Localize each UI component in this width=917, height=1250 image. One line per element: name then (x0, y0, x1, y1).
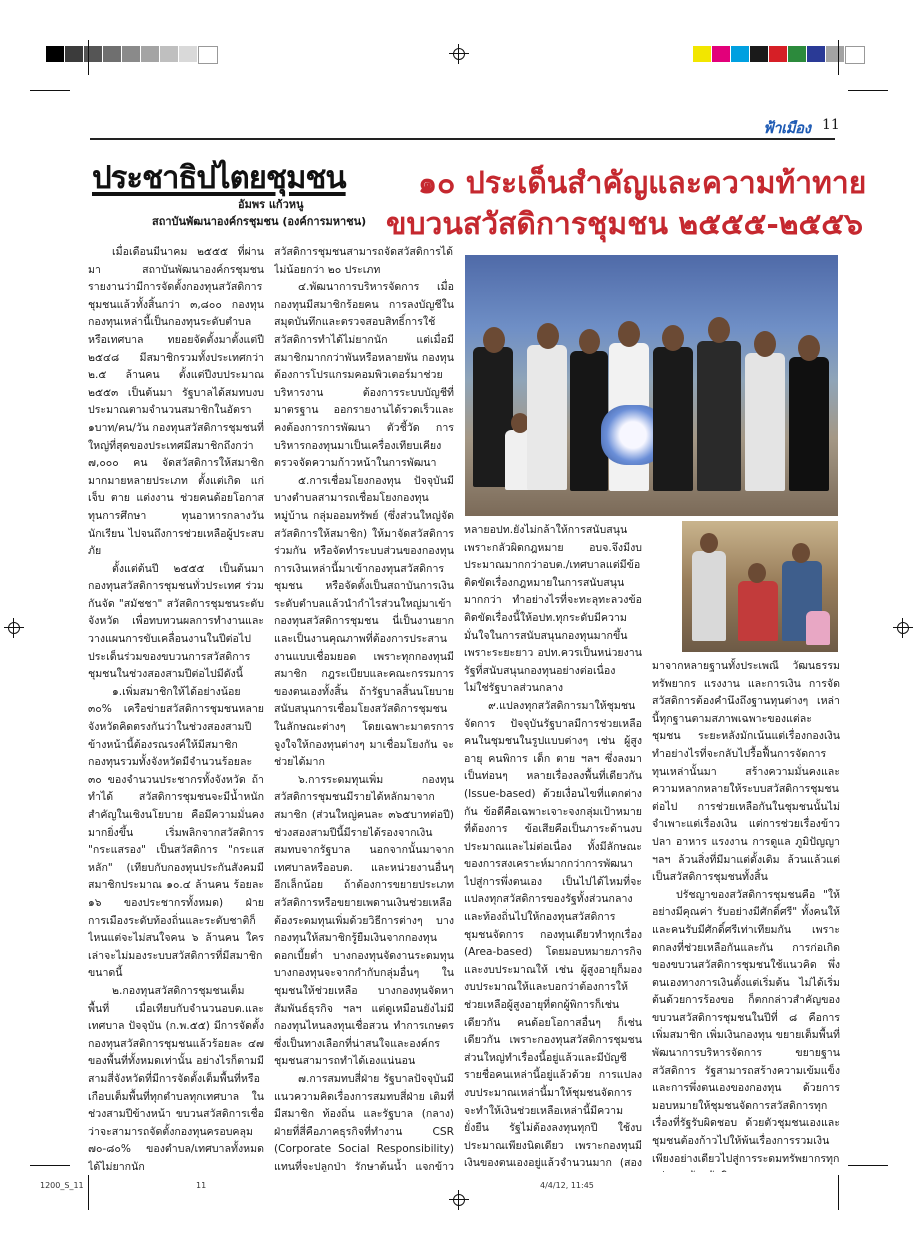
footer-timestamp: 4/4/12, 11:45 (540, 1181, 594, 1190)
registration-mark-bottom (449, 1190, 469, 1210)
trim-mark (838, 40, 839, 75)
registration-swatch (807, 46, 826, 62)
registration-bar-gray (46, 46, 218, 62)
author-byline: อัมพร แก้วหนู (238, 198, 304, 211)
registration-bar-color (693, 46, 865, 62)
paragraph: ๑.เพิ่มสมาชิกให้ได้อย่างน้อย ๓๐% เครือข่ายสวัสดิการชุมชนหลายจังหวัดคิดตรงกันว่าในช่วงสองสามปีข้างหน้านี้ต้องรณรงค์ให้มีสมาชิกกองทุนรวมทั้งจังหวัดมีจำนวนร้อยละ ๓๐ ของจำนวนประชากรทั้งจังหวัด ถ้าทำได้ สวัสดิการชุมชนจะมีน้ำหนักสำคัญในเชิงนโยบาย คือมีความมั่นคงมากยิ่งขึ้น เริ่มพลิกจากสวัสดิการ "กระแสรอง" เป็นสวัสดิการ "กระแสหลัก" (เทียบกับกองทุนประกันสังคมมีสมาชิกประมาณ ๑๐.๔ ล้านคน ร้อยละ ๑๖ ของประชากรทั้งหมด) ฝ่ายการเมืองระดับท้องถิ่นและระดับชาติก็ไหนแต่จะไม่สนใจคน ๖ ล้านคน ใครเล่าจะไม่มองระบบสวัสดิการที่มีสมาชิกขนาดนี้ (88, 685, 264, 980)
registration-swatch (693, 46, 712, 62)
paragraph: ๖.การระดมทุนเพิ่ม กองทุนสวัสดิการชุมชนมีรายได้หลักมาจากสมาชิก (ส่วนใหญ่คนละ ๓๖๕บาทต่อปี) ช่วงสองสามปีนี้มีรายได้รองจากเงินสมทบจากรัฐบาล นอกจากนั้นมาจากเทศบาลหรืออบต. และหน่วยงานอื่นๆ อีกเล็กน้อย ถ้าต้องการขยายประเภทสวัสดิการหรือขยายเพดานเงินช่วยเหลือต้องระดมทุนเพิ่มด้วยวิธีการต่างๆ บางกองทุนให้สมาชิกรู้ยืมเงินจากกองทุนดอกเบี้ยต่ำ บางกองทุนจัดงานระดมทุน บางกองทุนจะจากกำกับกลุ่มอื่นๆ ในชุมชนให้ช่วยเหลือ บางกองทุนจัดหาสัมพันธ์ธุรกิจ ฯลฯ แต่ดูเหมือนยังไม่มีกองทุนไหนลงทุนเชื่อสวน ทำการเกษตร ซึ่งเป็นทางเลือกที่น่าสนใจและองค์กรชุมชนสามารถทำได้เองแน่นอน (274, 773, 454, 1068)
registration-swatch (826, 46, 845, 62)
registration-swatch (46, 46, 65, 62)
paragraph: ๗.การสมทบสี่ฝ่าย รัฐบาลปัจจุบันมีแนวความคิดเรื่องการสมทบสี่ฝ่าย เติมที่มีสมาชิก ท้องถิ่น และรัฐบาล (กลาง) ฝ่ายที่สี่คือภาคธุรกิจที่ทำงาน CSR (Corporate Social Responsibility) แทนที่จะปลูกป่า รักษาต้นน้ำ แจกข้าว (274, 1072, 454, 1172)
footer-filename: 1200_S_11 (40, 1181, 84, 1190)
registration-swatch (160, 46, 179, 62)
author-organization: สถาบันพัฒนาองค์กรชุมชน (องค์การมหาชน) (152, 215, 367, 228)
paragraph: ปรัชญาของสวัสดิการชุมชนคือ "ให้อย่างมีคุณค่า รับอย่างมีศักดิ์ศรี" ทั้งคนให้และคนรับมีศักดิ์ศรีเท่าเทียมกัน เพราะตกลงที่ช่วยเหลือกันและกัน การก่อเกิดของขบวนสวัสดิการชุมชนใช้แนวคิด พึ่งตนเองทางการเงินตั้งแต่เริ่มต้น ไม่ได้เริ่มต้นด้วยการร้องขอ ก็ตกกล่าวสำคัญของขบวนสวัสดิการชุมชนในปีที่ ๘ คือการเพิ่มสมาชิก เพิ่มเงินกองทุน ขยายเต็มพื้นที่ พัฒนาการบริหารจัดการ ขยายฐานสวัสดิการ รัฐสามารถสร้างความเข้มแข็งและการพึ่งตนเองของกองทุน ด้วยการมอบหมายให้ชุมชนจัดการสวัสดิการทุกเรื่องที่รัฐรับผิดชอบ ด้วยตัวชุมชนเองและชุมชนต้องก้าวไปให้พ้นเรื่องการรวมเงินเพียงอย่างเดียวไปสู่การระดมทรัพยากรทุก (652, 888, 840, 1165)
paragraph: มาจากหลายฐานทั้งประเพณี วัฒนธรรม ทรัพยากร แรงงาน และการเงิน การจัดสวัสดิการต้องคำนึงถึงฐานทุนต่างๆ เหล่านี้ทุกฐานตามสภาพเฉพาะของแต่ละชุมชน ระยะหลังมักเน้นแต่เรื่องกองเงิน ทำอย่างไรที่จะกลับไปรื้อฟื้นการจัดการทุนเหล่านั้นมา สร้างความมั่นคงและความหลากหลายให้ระบบสวัสดิการชุมชนต่อไป การช่วยเหลือกันในชุมชนนั้นไม่จำเพาะแต่เรื่องเงิน แต่การช่วยเรื่องข้าว ปลา อาหาร แรงงาน การดูแล ภูมิปัญญา ฯลฯ ล้วนสิ่งที่มีมาแต่ดั้งเดิม ล้วนแล้วแต่เป็นสวัสดิการชุมชนทั้งสิ้น (652, 660, 840, 884)
trim-mark (30, 1165, 70, 1166)
registration-swatch (122, 46, 141, 62)
registration-swatch (141, 46, 160, 62)
paragraph: สวัสดิการชุมชนสามารถจัดสวัสดิการได้ไม่น้อยกว่า ๒๐ ประเภท (274, 246, 453, 276)
article-column-4 (652, 658, 840, 1172)
trim-mark (848, 90, 888, 91)
paragraph: ๔.พัฒนาการบริหารจัดการ เมื่อกองทุนมีสมาชิกร้อยคน การลงบัญชีในสมุดบันทึกและตรวจสอบสิทธิ์การใช้สวัสดิการทำได้ไม่ยากนัก แต่เมื่อมีสมาชิกมากกว่าพันหรือหลายพัน กองทุนต้องการโปรแกรมคอมพิวเตอร์มาช่วยบริหารงาน ต้องการระบบบัญชีที่มาตรฐาน ออกรายงานได้รวดเร็วและคงต้องการการพัฒนา ตัวชี้วัด การบริหารกองทุนมาเป็นเครื่องเทียบเคียง ตรวจจัดความก้าวหน้าในการพัฒนา (274, 281, 454, 470)
trim-mark (88, 40, 89, 75)
registration-swatch (788, 46, 807, 62)
section-title: ประชาธิปไตยชุมชน (92, 160, 346, 196)
paragraph: ตั้งแต่ต้นปี ๒๕๕๕ เป็นต้นมา กองทุนสวัสดิการชุมชนทั่วประเทศ ร่วมกันจัด "สมัชชา" สวัสดิการชุมชนระดับจังหวัด เพื่อทบทวนผลการทำงานและวางแผนการขับเคลื่อนงานในปีต่อไป ประเด็นร่วมของขบวนการสวัสดิการชุมชนในช่วงสองสามปีต่อไปมีดังนี้ (88, 562, 264, 681)
paragraph: ๕.การเชื่อมโยงกองทุน ปัจจุบันมีบางตำบลสามารถเชื่อมโยงกองทุนหมู่บ้าน กลุ่มออมทรัพย์ (ซึ่งส่วนใหญ่จัดสวัสดิการให้สมาชิก) ให้มาจัดสวัสดิการร่วมกัน หรือจัดทำระบบส่วนของกองทุนการเงินเหล่านี้มาเข้ากองทุนสวัสดิการชุมชน หรือจัดตั้งเป็นสถาบันการเงินระดับตำบลแล้วนำกำไรส่วนใหญ่มาเข้ากองทุนสวัสดิการชุมชน นี่เป็นงานยากและเป็นงานคุณภาพที่ต้องการประสานงานแบบเชื่อมยอด เพราะทุกกองทุนมีสมาชิก กฎระเบียบและคณะกรรมการของตนเองทั้งสิ้น ถ้ารัฐบาลสิ้นนโยบายสนับสนุนการเชื่อมโยงสวัสดิการชุมชนในลักษณะต่างๆ โดยเฉพาะมาตรการจูงใจให้กองทุนต่างๆ มาเชื่อมโยงกัน จะช่วยได้มาก (274, 474, 454, 769)
registration-swatch (731, 46, 750, 62)
trim-mark (88, 1175, 89, 1210)
trim-mark (30, 90, 70, 91)
registration-swatch (65, 46, 84, 62)
paragraph: หลายอปท.ยังไม่กล้าให้การสนับสนุนเพราะกลัวผิดกฎหมาย อบจ.จึงมีงบประมาณมากกว่าอบต./เทศบาลแต่มีข้อติดขัดเรื่องกฎหมายในการสนับสนุนมากกว่า ทำอย่างไรที่จะทะลุทะลวงข้อติดขัดเรื่องนี้ให้อปท.ทุกระดับมีความมั่นใจในการสนับสนุนกองทุนมากขึ้น เพราะระยะยาว อปท.ควรเป็นหน่วยงานรัฐที่สนับสนุนกองทุนอย่างต่อเนื่อง ไม่ใช่รัฐบาลส่วนกลาง (464, 524, 642, 695)
page-number: 11 (822, 117, 840, 133)
paragraph: ๙.แปลงทุกสวัสดิการมาให้ชุมชน จัดการ ปัจจุบันรัฐบาลมีการช่วยเหลือคนในชุมชนในรูปแบบต่างๆ เช่น ผู้สูงอายุ คนพิการ เด็ก ตาย ฯลฯ ซึ่งลงมาเป็นท่อนๆ หลายเรื่องลงพื้นที่เดียวกัน (Issue-based) ด้วยเงื่อนไขที่แตกต่างกัน ข้อดีคือเฉพาะเจาะจงกลุ่มเป้าหมายที่ต้องการ ข้อเสียคือเป็นภาระด้านงบประมาณและไม่ต่อเนื่อง ทั้งมีลักษณะของการสงเคราะห์มากกว่าการพัฒนาไปสู่การพึ่งตนเอง เป็นไปได้ไหมที่จะแปลงทุกสวัสดิการของรัฐทั้งส่วนกลางและท้องถิ่นไปให้กองทุนสวัสดิการชุมชนจัดการ กองทุนเดียวทำทุกเรื่อง (Area-based) โดยมอบหมายภารกิจและงบประมาณให้ เช่น ผู้สูงอายุก็มองงบประมาณให้และบอกว่าต้องการให้ช่วยเหลือผู้สูงอายุที่ตกผู้พิการก็เช่นเดียวกัน คนด้อยโอกาสอื่นๆ ก็เช่นเดียวกัน เพราะกองทุนสวัสดิการชุมชนส่วนใหญ่ทำเรื่องนี้อยู่แล้วและมีบัญชีรายชื่อคนเหล่านี้อยู่แล้วด้วย การแปลงงบประมาณเหล่านี้มาให้ชุมชนจัดการจะทำให้เงินช่วยเหลือเหล่านี้มีความยั่งยืน รัฐไม่ต้องลงทุนทุกปี ใช้งบประมาณเพียงนิดเดียว เพราะกองทุนมีเงินของตนเองอยู่แล้วจำนวนมาก (สอง (464, 699, 642, 1170)
registration-swatch (103, 46, 122, 62)
article-column-2 (274, 244, 454, 1172)
header-rule (90, 138, 835, 140)
registration-swatch (198, 46, 218, 64)
paragraph: ๒.กองทุนสวัสดิการชุมชนเต็มพื้นที่ เมื่อเทียบกับจำนวนอบต.และเทศบาล ปัจจุบัน (ก.พ.๕๕) มีการจัดตั้งกองทุนสวัสดิการชุมชนแล้วร้อยละ ๔๗ ของพื้นที่ทั้งหมดเท่านั้น อย่างไรก็ตามมีสามสี่จังหวัดที่มีการจัดตั้งเต็มพื้นที่หรือเกือบเต็มพื้นที่ทุกตำบลทุกเทศบาล ในช่วงสามปีข้างหน้า ขบวนสวัสดิการเชื่อว่าจะสามารถจัดตั้งกองทุนครอบคลุม ๗๐-๘๐% ของตำบล/เทศบาลทั้งหมดได้ไม่ยากนัก (88, 984, 264, 1172)
registration-swatch (845, 46, 865, 64)
footer-page: 11 (196, 1181, 207, 1190)
registration-mark-left (4, 618, 24, 638)
registration-swatch (84, 46, 103, 62)
headline-line-2: ขบวนสวัสดิการชุมชน ๒๕๕๕-๒๕๕๖ (386, 207, 863, 242)
registration-swatch (712, 46, 731, 62)
headline-line-1: ๑๐ ประเด็นสำคัญและความท้าทาย (418, 166, 867, 201)
registration-swatch (769, 46, 788, 62)
article-column-3 (464, 522, 642, 1172)
registration-swatch (179, 46, 198, 62)
trim-mark (848, 1165, 888, 1166)
registration-mark-top (449, 44, 469, 64)
article-column-1 (88, 244, 264, 1172)
trim-mark (838, 1175, 839, 1210)
community-photo (682, 521, 838, 652)
registration-swatch (750, 46, 769, 62)
paragraph: เมื่อเดือนมีนาคม ๒๕๕๕ ที่ผ่านมา สถาบันพัฒนาองค์กรชุมชน รายงานว่ามีการจัดตั้งกองทุนสวัสดิการชุมชนแล้วทั้งสิ้นกว่า ๓,๘๐๐ กองทุน กองทุนเหล่านี้เป็นกองทุนระดับตำบลหรือเทศบาล ทยอยจัดตั้งมาตั้งแต่ปี ๒๕๔๘ มีสมาชิกรวมทั้งประเทศกว่า ๒.๕ ล้านคน ตั้งแต่ปีงบประมาณ ๒๕๕๓ เป็นต้นมา รัฐบาลได้สมทบงบประมาณตามจำนวนสมาชิกในอัตรา ๑บาท/คน/วัน กองทุนสวัสดิการชุมชนที่ใหญ่ที่สุดของประเทศมีสมาชิกถึงกว่า ๗,๐๐๐ คน จัดสวัสดิการให้สมาชิกมากมายหลายประเภท ตั้งแต่เกิด แก่ เจ็บ ตาย แต่งงาน ช่วยคนด้อยโอกาส ทุนการศึกษา ทุนอาหารกลางวันนักเรียน ไปจนถึงการช่วยเหลือผู้ประสบภัย (88, 246, 264, 558)
group-photo (465, 255, 838, 516)
masthead-logo: ฟ้าเมือง (763, 119, 811, 137)
registration-mark-right (893, 618, 913, 638)
